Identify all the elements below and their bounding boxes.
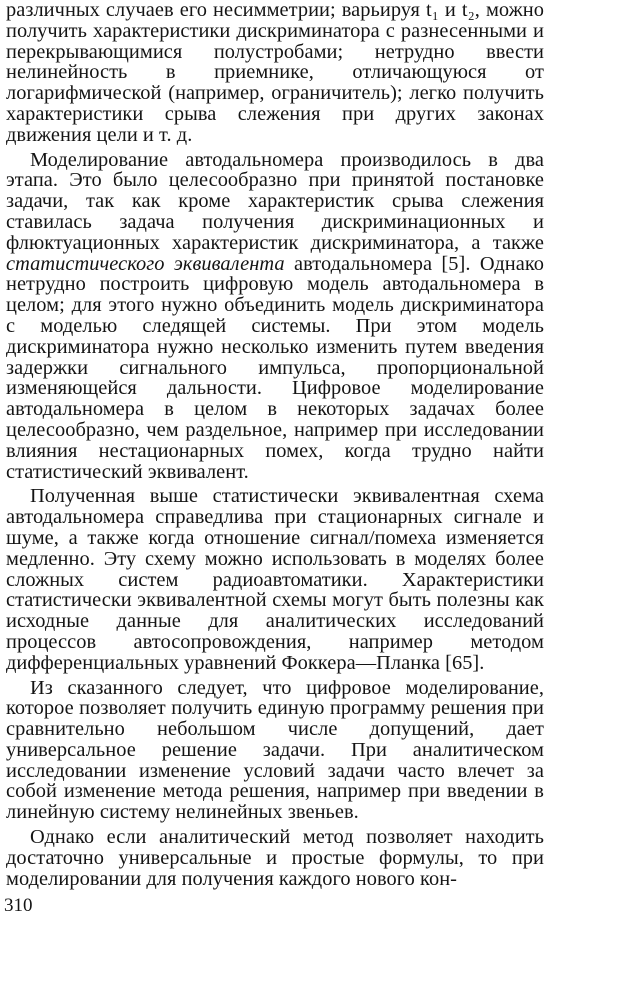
body-text [6, 0, 544, 889]
paragraph-4: Из сказанного следует, что цифровое моделирование, которое позволяет получить единую программу решения при сравнительно небольшом числе допущений, дает универсальное решение задачи. При аналитическом исследовании изменение условий задачи часто влечет за собой изменение метода решения, например при введении в линейную систему нелинейных звеньев. [6, 676, 544, 824]
paragraph-3: Полученная выше статистически эквивалентная схема автодальномера справедлива при стационарных сигнале и шуме, а также когда отношение сигнал/помеха изменяется медленно. Эту схему можно использовать в моделях более сложных систем радиоавтоматики. Характеристики статистически эквивалентной схемы могут быть полезны как исходные данные для аналитических исследований процессов автосопровождения, например методом дифференциальных уравнений Фоккера—Планка [65]. [6, 485, 544, 674]
paragraph-2-emphasis: статистического эквивалента [6, 252, 285, 275]
paragraph-1: различных случаев его несимметрии; варьируя t₁ и t₂, можно получить характеристики дискриминатора с разнесенными и перекрывающимися полустробами; нетрудно ввести нелинейность в приемнике, отличающуюся от логарифмической (например, ограничитель); легко получить характеристики срыва слежения при других законах движения цели и т. д. [6, 0, 544, 146]
paragraph-5: Однако если аналитический метод позволяет находить достаточно универсальные и простые формулы, то при моделировании для получения каждого нового кон- [6, 826, 544, 890]
page-number: 310 [4, 895, 33, 916]
paragraph-2 [6, 150, 544, 483]
paragraph-2-text-after: автодальномера [5]. Однако нетрудно построить цифровую модель автодальномера в целом; для этого нужно объединить модель дискриминатора с моделью следящей системы. При этом модель дискриминатора нужно несколько изменить путем введения задержки сигнального импульса, пропорциональной изменяющейся дальности. Цифровое моделирование автодальномера в целом в некоторых задачах более целесообразно, чем раздельное, например при исследовании влияния нестационарных помех, когда трудно найти статистический эквивалент. [6, 252, 544, 483]
paragraph-2-text-before: Моделирование автодальномера производилось в два этапа. Это было целесообразно при принятой постановке задачи, так как кроме характеристик срыва слежения ставилась задача получения дискриминационных и флюктуационных характеристик дискриминатора, а также [6, 148, 544, 254]
